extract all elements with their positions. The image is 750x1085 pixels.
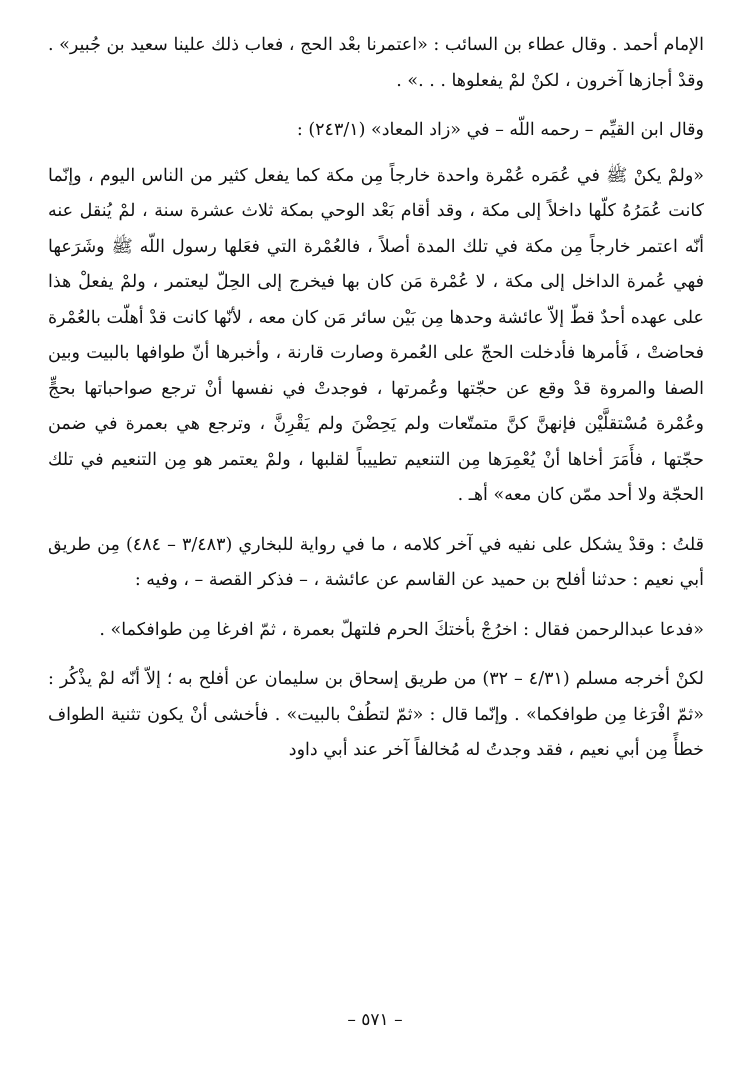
paragraph-ibn-qayyim-intro: وقال ابن القيِّم – رحمه اللّه – في «زاد المعاد» (٢٤٣/١) : [296,120,704,140]
paragraph-ahmad-ata: الإمام أحمد . وقال عطاء بن السائب : «اعتمرنا بعْد الحج ، فعاب ذلك علينا سعيد بن جُبير» . وقدْ أجازها آخرون ، لكنْ لمْ يفعلوها . . .» . [48,35,704,91]
page-number: – ٥٧١ – [347,1010,403,1030]
paragraph-zad-quote: «ولمْ يكنْ ﷺ في عُمَره عُمْرة واحدة خارجاً مِن مكة كما يفعل كثير من الناس اليوم ، وإنّما كانت عُمَرُهُ كلّها داخلاً إلى مكة ، وقد أقام بَعْد الوحي بمكة ثلاث عشرة سنة ، لمْ يُنقل عنه أنّه اعتمر خارجاً مِن مكة في تلك المدة أصلاً ، فالعُمْرة التي فعَلها رسول اللّه ﷺ وشَرَعها فهي عُمرة الداخل إلى مكة ، لا عُمْرة مَن كان بها فيخرج إلى الحِلّ ليعتمر ، ولمْ يفعلْ هذا على عهده أحدٌ قطّ إلاّ عائشة وحدها مِن بَيْن سائر مَن كان معه ، لأنّها كانت قدْ أهلّت بالعُمْرة فحاضتْ ، فَأمرها فأدخلت الحجّ على العُمرة وصارت قارنة ، وأخبرها أنّ طوافها بالبيت وبين الصفا والمروة قدْ وقع عن حجّتها وعُمرتها ، فوجدتْ في نفسها أنْ ترجع صواحباتها بحجٍّ وعُمْرة مُسْتقلَّيْن فإنهنَّ كنَّ متمتّعات ولم يَحِضْنَ ولم يَقْرِنَّ ، وترجع هي بعمرة في ضمن حجّتها ، فأَمَرَ أخاها أنْ يُعْمِرَها مِن التنعيم تطييباً لقلبها ، ولمْ يعتمر هو مِن التنعيم في تلك الحجّة ولا أحد ممّن كان معه» أهـ . [48,165,704,505]
paragraph-qultu: قلتُ : وقدْ يشكل على نفيه في آخر كلامه ، ما في رواية للبخاري (٣/٤٨٣ – ٤٨٤) مِن طريق أبي نعيم : حدثنا أفلح بن حميد عن القاسم عن عائشة ، – فذكر القصة – ، وفيه : [48,534,704,590]
paragraph-muslim: لكنْ أخرجه مسلم (٤/٣١ – ٣٢) من طريق إسحاق بن سليمان عن أفلح به ؛ إلاّ أنّه لمْ يذْكُر : «ثمّ افْرَغا مِن طوافكما» . وإنّما قال : «ثمّ لتطُفْ بالبيت» . فأخشى أنْ يكون تثنية الطواف خطأً مِن أبي نعيم ، فقد وجدتُ له مُخالفاً آخر عند أبي داود [48,669,704,760]
paragraph-hadith-quote: «فدعا عبدالرحمن فقال : اخرُجْ بأختكَ الحرم فلتهلّ بعمرة ، ثمّ افرغا مِن طوافكما» . [99,619,704,640]
